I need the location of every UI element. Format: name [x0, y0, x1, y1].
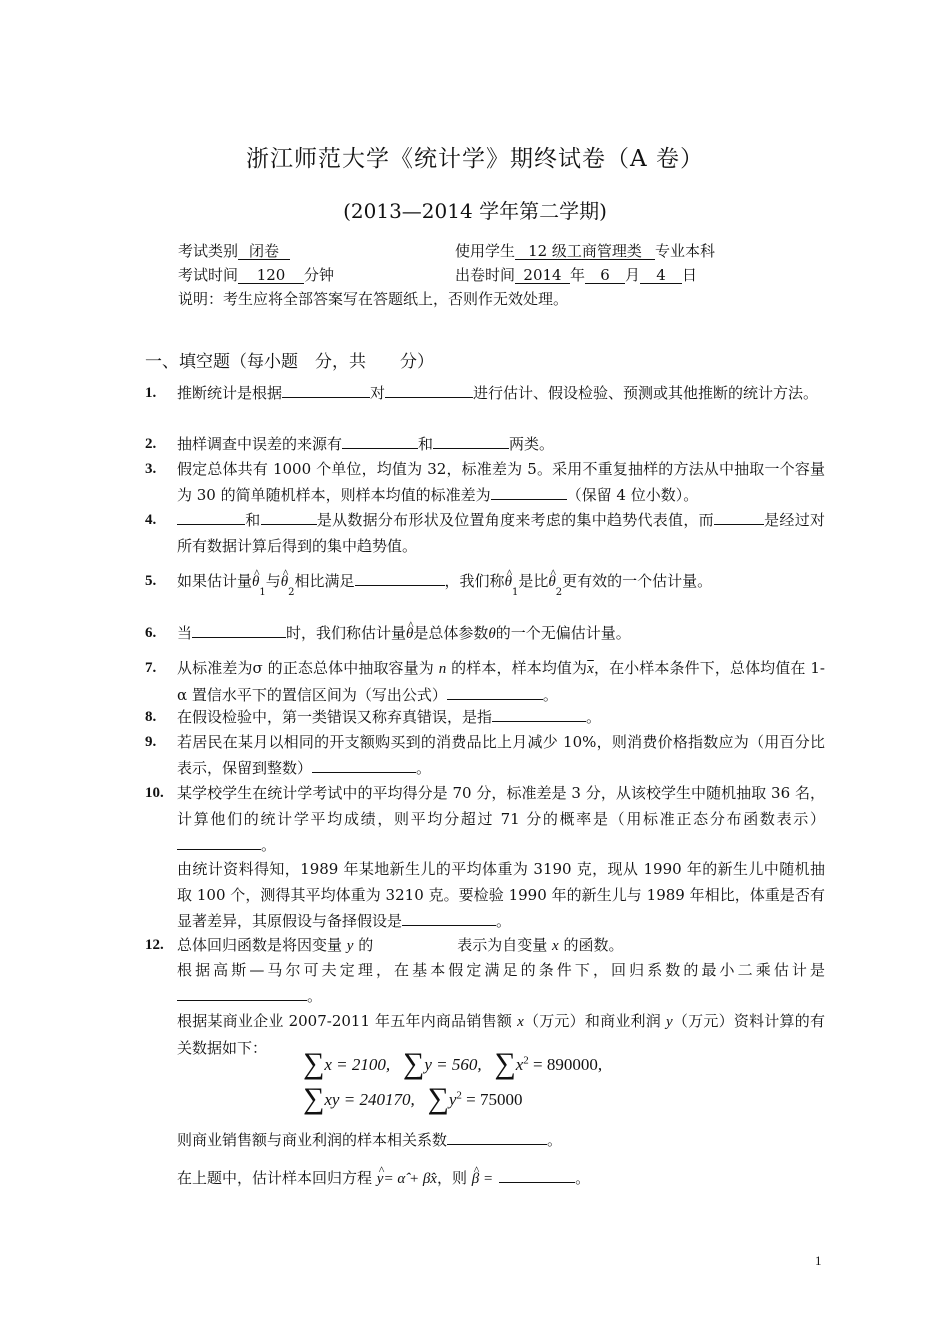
q12-text-b: 的 — [353, 936, 374, 954]
month-value: 6 — [585, 267, 625, 284]
q1-text-c: 进行估计、假设检验、预测或其他推断的统计方法。 — [473, 384, 819, 402]
superscript: 2 — [456, 1089, 462, 1102]
q2-text-c: 两类。 — [509, 435, 555, 453]
theta-hat-symbol: ^ θ — [281, 569, 288, 595]
formula-term: x = 2100, — [324, 1055, 391, 1074]
question-number: 1. — [145, 385, 157, 401]
year-value: 2014 — [515, 267, 570, 284]
formula-term: xy = 240170, — [324, 1090, 415, 1109]
q5-text-d: ，我们称 — [444, 572, 505, 590]
equals-sign: = — [479, 1171, 494, 1187]
time-label: 考试时间 — [178, 266, 239, 284]
q16-text-b: ，则 — [436, 1169, 472, 1187]
q14-text-a: 根据某商业企业 2007-2011 年五年内商品销售额 — [177, 1012, 518, 1030]
q2-text-a: 抽样调查中误差的来源有 — [177, 435, 343, 453]
exam-type — [178, 240, 290, 261]
answer-blank[interactable] — [177, 986, 307, 1001]
q1-text-b: 对 — [370, 384, 386, 402]
x-bar-symbol: $\overline{x}$ — [587, 661, 594, 677]
x-symbol: x — [517, 1014, 524, 1030]
q14-text-b: （万元）和商业利润 — [523, 1012, 667, 1030]
page-subtitle: (2013—2014 学年第二学期) — [343, 199, 607, 223]
formula-term: x — [515, 1055, 524, 1074]
answer-blank[interactable] — [499, 1168, 575, 1183]
answer-blank[interactable] — [282, 383, 370, 398]
q11-text-a: 由统计资料得知，1989 年某地新生儿的平均体重为 3190 克，现从 1990 年的新生儿中随机抽取 100 个，测得其平均体重为 3210 克。要检验 1990 年的新生儿与 1989 年相比，体重是否有显著差异，其原假设与备择假设是 — [177, 860, 825, 930]
subscript: 1 — [259, 587, 266, 598]
formula-term: = 75000 — [461, 1090, 523, 1109]
students-suffix: 专业本科 — [655, 242, 716, 260]
q12-text-d: 的函数。 — [558, 936, 624, 954]
question-13 — [145, 957, 825, 1009]
y-hat-symbol: ^ y — [377, 1166, 384, 1192]
q11-text-b: 。 — [496, 912, 512, 930]
answer-blank[interactable] — [714, 510, 764, 525]
question-number: 12. — [145, 937, 164, 953]
exam-time — [178, 264, 334, 285]
q4-text-c: 是经过对所有数据计算后得到的集中趋势值。 — [177, 511, 825, 555]
q5-text-b: 与 — [265, 572, 281, 590]
question-1 — [145, 380, 825, 406]
q12-text-a: 总体回归函数是将因变量 — [177, 936, 347, 954]
theta-hat-symbol: ^ θ — [505, 569, 512, 595]
question-8 — [145, 704, 825, 730]
q4-text-b: 是从数据分布形状及位置角度来考虑的集中趋势代表值，而 — [316, 511, 714, 529]
q3-text-b: （保留 4 位小数）。 — [566, 486, 699, 504]
question-number: 5. — [145, 573, 157, 589]
formula-term: y — [448, 1090, 457, 1109]
theta-symbol: θ — [488, 626, 496, 642]
q12-text-c: 表示为自变量 — [457, 936, 553, 954]
question-number: 4. — [145, 512, 157, 528]
q7-text-c: ，在小样本条件下，总体均值在 1-α 置信水平下的置信区间为（写出公式） — [177, 659, 825, 704]
q7-text-a: 从标准差为σ 的正态总体中抽取容量为 — [177, 659, 439, 677]
superscript: 2 — [523, 1054, 529, 1067]
q16-text-a: 在上题中，估计样本回归方程 — [177, 1169, 377, 1187]
subscript: 1 — [511, 587, 519, 598]
q9-text-a: 若居民在某月以相同的开支额购买到的消费品比上月减少 10%，则消费价格指数应为（用百分比表示，保留到整数） — [177, 733, 825, 777]
q13-text-a: 根据高斯—马尔可夫定理，在基本假定满足的条件下，回归系数的最小二乘估计是 — [177, 961, 825, 979]
question-4 — [145, 507, 825, 559]
q4-text-a: 和 — [245, 511, 261, 529]
question-number: 7. — [145, 660, 157, 676]
exam-type-label: 考试类别 — [178, 242, 239, 260]
question-10 — [145, 780, 825, 858]
q5-text-e: 是比 — [518, 572, 549, 590]
beta-hat-symbol: ^ β — [472, 1166, 479, 1192]
q16-text-d: 。 — [575, 1169, 591, 1187]
year-unit: 年 — [570, 266, 586, 284]
answer-blank[interactable] — [447, 685, 543, 700]
question-6 — [145, 620, 825, 647]
question-5 — [145, 568, 825, 606]
q6-text-b: 时，我们称估计量 — [286, 624, 407, 642]
question-12 — [145, 932, 825, 959]
q7-text-d: 。 — [542, 686, 558, 704]
q1-text-a: 推断统计是根据 — [177, 384, 283, 402]
students-value: 12 级工商管理类 — [515, 243, 655, 260]
time-unit: 分钟 — [304, 266, 335, 284]
formula-term: y = 560, — [424, 1055, 482, 1074]
question-16 — [145, 1165, 825, 1192]
sum-symbol: ∑ — [402, 1047, 425, 1080]
sum-symbol: ∑ — [303, 1047, 325, 1080]
theta-hat-symbol: ^ θ — [406, 621, 413, 647]
theta-hat-symbol: ^ θ — [548, 569, 555, 595]
formula-line-2 — [303, 1082, 522, 1116]
question-9 — [145, 729, 825, 781]
question-number: 10. — [145, 785, 164, 801]
question-7 — [145, 655, 825, 708]
page-title: 浙江师范大学《统计学》期终试卷（A 卷） — [246, 146, 704, 172]
q2-text-b: 和 — [418, 435, 434, 453]
answer-blank[interactable] — [492, 707, 586, 722]
question-3 — [145, 456, 825, 508]
q15-text-a: 则商业销售额与商业利润的样本相关系数 — [177, 1131, 448, 1149]
q6-text-d: 的一个无偏估计量。 — [495, 624, 631, 642]
section-title: 一、填空题（每小题 分，共 分） — [145, 352, 434, 372]
page-number: 1 — [815, 1253, 822, 1268]
question-2 — [145, 431, 825, 457]
y-symbol: y — [346, 938, 354, 954]
x-symbol: x — [552, 938, 559, 954]
q15-text-b: 。 — [547, 1131, 563, 1149]
question-number: 3. — [145, 461, 157, 477]
q6-text-c: 是总体参数 — [413, 624, 489, 642]
answer-blank[interactable] — [491, 485, 567, 500]
q7-text-b: 的样本，样本均值为 — [446, 659, 588, 677]
exam-note: 说明：考生应将全部答案写在答题纸上，否则作无效处理。 — [178, 290, 569, 308]
q13-text-b: 。 — [307, 987, 323, 1005]
subscript: 2 — [555, 587, 563, 598]
y-symbol: y — [666, 1014, 673, 1030]
q3-text-a: 假定总体共有 1000 个单位，均值为 32，标准差为 5。采用不重复抽样的方法从中抽取一个容量为 30 的简单随机样本，则样本均值的标准差为 — [177, 460, 825, 504]
q8-text-b: 。 — [586, 708, 602, 726]
answer-blank[interactable] — [385, 383, 473, 398]
q10-text-a: 某学校学生在统计学考试中的平均得分是 70 分，标准差是 3 分，从该校学生中随机抽取 36 名，计算他们的统计学平均成绩，则平均分超过 71 分的概率是（用标准正态分布函数表示） — [177, 784, 825, 828]
time-value: 120 — [238, 267, 304, 284]
date-label: 出卷时间 — [455, 266, 516, 284]
q8-text-a: 在假设检验中，第一类错误又称弃真错误，是指 — [177, 708, 493, 726]
answer-blank[interactable] — [192, 623, 286, 638]
question-number: 2. — [145, 436, 157, 452]
subscript: 2 — [288, 587, 295, 598]
theta-hat-symbol: ^ θ — [252, 569, 259, 595]
answer-blank[interactable] — [177, 835, 261, 850]
answer-blank[interactable] — [342, 434, 418, 449]
month-unit: 月 — [625, 266, 641, 284]
day-value: 4 — [640, 267, 682, 284]
answer-blank[interactable] — [177, 510, 245, 525]
sum-symbol: ∑ — [427, 1082, 449, 1115]
answer-blank[interactable] — [355, 571, 445, 586]
q6-text-a: 当 — [177, 624, 193, 642]
students — [455, 240, 715, 261]
answer-blank[interactable] — [447, 1130, 547, 1145]
q9-text-b: 。 — [416, 759, 432, 777]
sum-symbol: ∑ — [303, 1082, 325, 1115]
q10-text-b: 。 — [261, 836, 277, 854]
q7-n-symbol: n — [438, 661, 447, 677]
answer-blank[interactable] — [433, 434, 509, 449]
question-number: 9. — [145, 734, 157, 750]
answer-blank[interactable] — [402, 911, 496, 926]
question-15 — [145, 1127, 825, 1153]
sum-symbol: ∑ — [494, 1047, 516, 1080]
exam-date — [455, 264, 697, 285]
question-11 — [145, 856, 825, 934]
q5-text-a: 如果估计量 — [177, 572, 253, 590]
day-unit: 日 — [682, 266, 698, 284]
question-number: 6. — [145, 625, 157, 641]
formula-line-1 — [303, 1047, 602, 1081]
q5-text-f: 更有效的一个估计量。 — [562, 572, 713, 590]
students-label: 使用学生 — [455, 242, 516, 260]
q14-text-c: （万元）资料计算的有关数据如下： — [177, 1012, 825, 1057]
q5-text-c: 相比满足 — [294, 572, 355, 590]
answer-blank[interactable] — [261, 510, 317, 525]
exam-type-value: 闭卷 — [238, 243, 290, 260]
regression-equation: = α̂ + β̂x — [383, 1171, 437, 1187]
answer-blank[interactable] — [312, 758, 416, 773]
formula-term: = 890000, — [528, 1055, 603, 1074]
question-number: 8. — [145, 709, 157, 725]
